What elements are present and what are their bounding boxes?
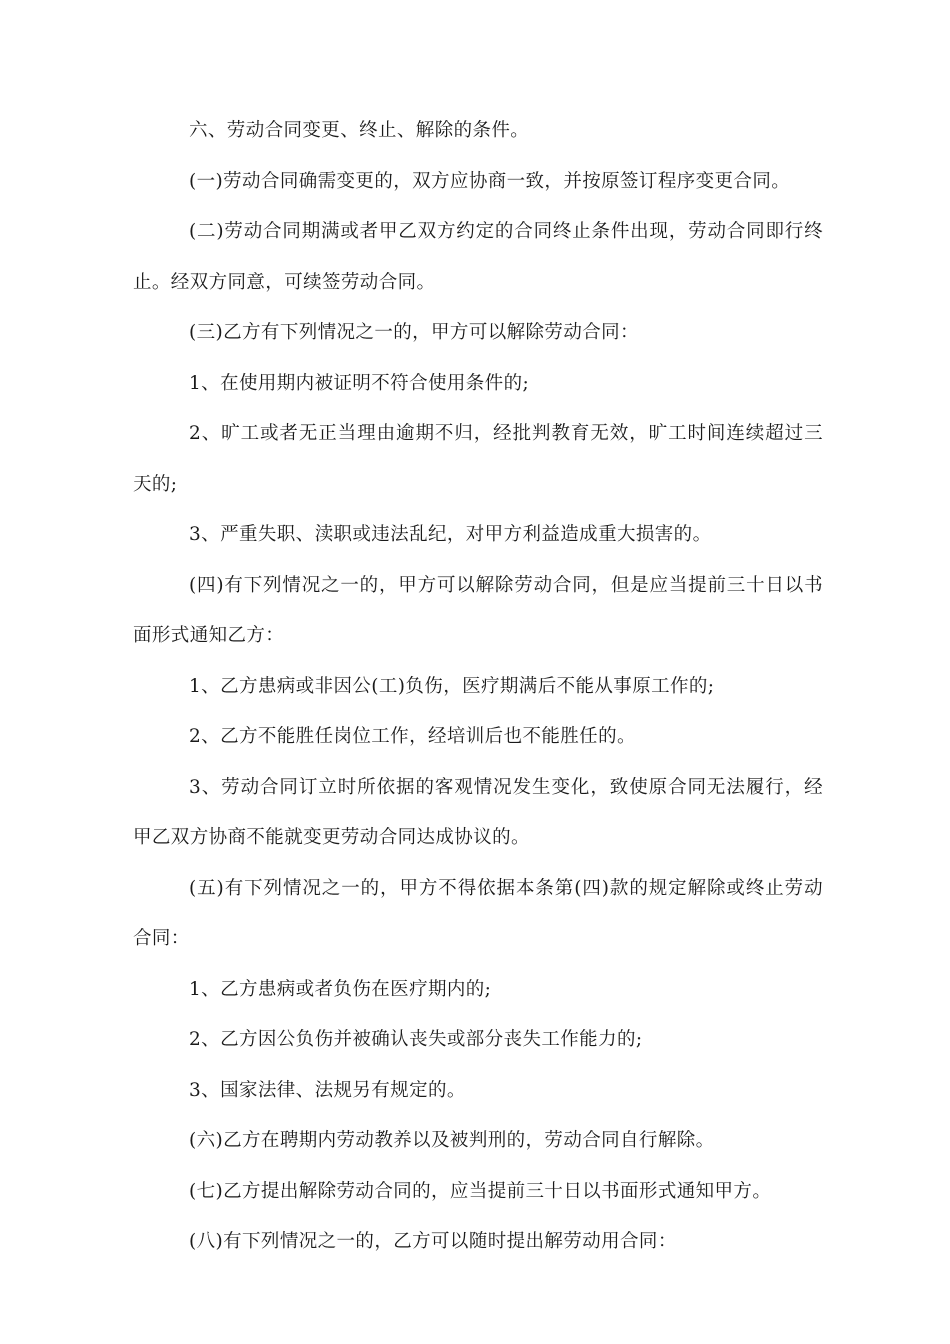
paragraph-clause-3-item-1: 1、在使用期内被证明不符合使用条件的; — [189, 372, 530, 394]
paragraph-clause-3: (三)乙方有下列情况之一的，甲方可以解除劳动合同： — [189, 322, 639, 343]
paragraph-clause-2: (二)劳动合同期满或者甲乙双方约定的合同终止条件出现，劳动合同即行终止。经双方同意，可续签劳动合同。 — [133, 221, 823, 293]
paragraph-clause-8: (八)有下列情况之一的，乙方可以随时提出解劳动用合同： — [189, 1231, 677, 1252]
paragraph-clause-4-item-1: 1、乙方患病或非因公(工)负伤，医疗期满后不能从事原工作的; — [189, 675, 715, 697]
paragraph-clause-1: (一)劳动合同确需变更的，双方应协商一致，并按原签订程序变更合同。 — [189, 170, 791, 192]
paragraph-clause-4-item-3: 3、劳动合同订立时所依据的客观情况发生变化，致使原合同无法履行，经甲乙双方协商不能就变更劳动合同达成协议的。 — [133, 776, 823, 848]
paragraph-clause-5-item-2: 2、乙方因公负伤并被确认丧失或部分丧失工作能力的; — [189, 1029, 643, 1050]
document-body — [133, 106, 823, 1268]
paragraph-clause-4-item-2: 2、乙方不能胜任岗位工作，经培训后也不能胜任的。 — [189, 726, 636, 747]
paragraph-clause-6: (六)乙方在聘期内劳动教养以及被判刑的，劳动合同自行解除。 — [189, 1130, 715, 1151]
paragraph-clause-3-item-2: 2、旷工或者无正当理由逾期不归，经批判教育无效，旷工时间连续超过三天的; — [133, 423, 823, 495]
paragraph-clause-5: (五)有下列情况之一的，甲方不得依据本条第(四)款的规定解除或终止劳动合同： — [133, 877, 823, 949]
paragraph-clause-3-item-3: 3、严重失职、渎职或违法乱纪，对甲方利益造成重大损害的。 — [189, 524, 712, 545]
paragraph-clause-5-item-3: 3、国家法律、法规另有规定的。 — [189, 1079, 466, 1101]
paragraph-clause-7: (七)乙方提出解除劳动合同的，应当提前三十日以书面形式通知甲方。 — [189, 1180, 772, 1202]
paragraph-section-six-title: 六、劳动合同变更、终止、解除的条件。 — [189, 120, 530, 141]
paragraph-clause-4: (四)有下列情况之一的，甲方可以解除劳动合同，但是应当提前三十日以书面形式通知乙方： — [133, 574, 823, 646]
paragraph-clause-5-item-1: 1、乙方患病或者负伤在医疗期内的; — [189, 978, 492, 1000]
